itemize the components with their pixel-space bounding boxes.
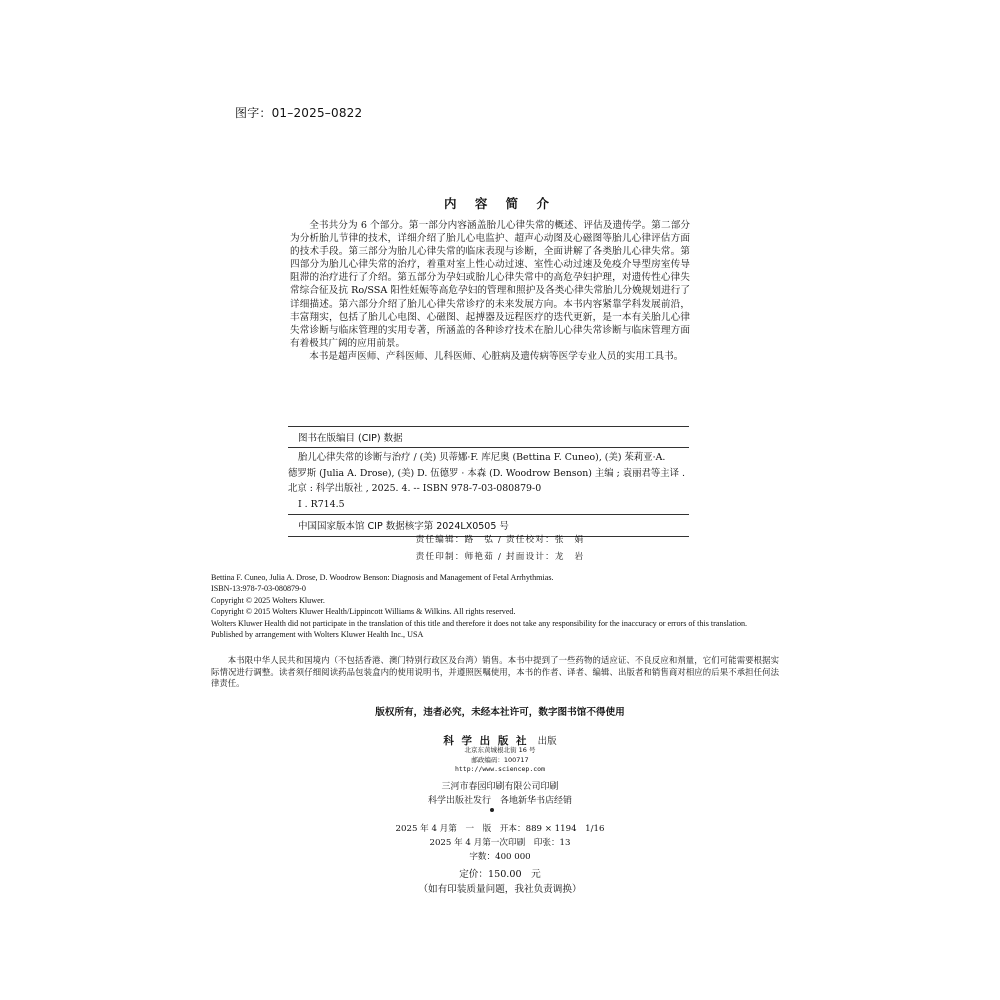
publisher-suffix: 出版 xyxy=(537,736,557,747)
publisher-website: http://www.sciencep.com xyxy=(454,765,545,773)
english-copyright xyxy=(211,572,781,640)
quality-note: （如有印装质量问题，我社负责调换） xyxy=(418,884,582,895)
english-line: Wolters Kluwer Health did not participate in the translation of this title and therefore it does not take any responsibility for the inaccuracy or errors of this translation. xyxy=(211,618,748,628)
registration-number: 图字：01–2025–0822 xyxy=(235,106,363,120)
sales-notice xyxy=(211,655,779,690)
cip-heading: 图书在版编目 (CIP) 数据 xyxy=(288,427,689,448)
cip-line: 德罗斯 (Julia A. Drose), (美) D. 伍德罗 · 本森 (D. Woodrow Benson) 主编 ; 袁丽君等主译 . xyxy=(288,467,685,479)
cip-block xyxy=(288,426,689,537)
printer-line: 三河市春园印刷有限公司印刷 xyxy=(441,782,559,792)
cip-number: 中国国家版本馆 CIP 数据核字第 2024LX0505 号 xyxy=(288,514,689,536)
summary-title: 内 容 简 介 xyxy=(443,196,557,211)
english-line: Bettina F. Cuneo, Julia A. Drose, D. Woodrow Benson: Diagnosis and Management of Fetal Arrhythmias. xyxy=(211,573,554,582)
word-count: 字数：400 000 xyxy=(469,852,531,862)
cip-line: 胎儿心律失常的诊断与治疗 / (美) 贝蒂娜·F. 库尼奥 (Bettina F. Cuneo), (美) 茱莉亚·A. xyxy=(298,452,666,463)
rights-statement: 版权所有，违者必究，未经本社许可，数字图书馆不得使用 xyxy=(375,707,625,718)
summary-paragraph: 本书是超声医师、产科医师、儿科医师、心脏病及遗传病等医学专业人员的实用工具书。 xyxy=(309,350,684,362)
publisher-name: 科 学 出 版 社 xyxy=(443,735,529,747)
summary-paragraph: 全书共分为 6 个部分。第一部分内容涵盖胎儿心律失常的概述、评估及遗传学。第二部分为分析胎儿节律的技术，详细介绍了胎儿心电监护、超声心动图及心磁图等胎儿心律评估方面的技术手段。第三部分为胎儿心律失常的临床表现与诊断，全面讲解了各类胎儿心律失常。第四部分为胎儿心律失常的治疗，着重对室上性心动过速、室性心动过速及免疫介导型房室传导阻滞的治疗进行了介绍。第五部分为孕妇或胎儿心律失常中的高危孕妇护理，对遗传性心律失常综合征及抗 Ro/SSA 阳性妊娠等高危孕妇的管理和照护及各类心律失常胎儿分娩规划进行了详细描述。第六部分介绍了胎儿心律失常诊疗的未来发展方向。本书内容紧靠学科发展前沿，丰富翔实，包括了胎儿心电图、心磁图、起搏器及远程医疗的迭代更新，是一本有关胎儿心律失常诊断与临床管理的实用专著，所涵盖的各种诊疗技术在胎儿心律失常诊断与临床管理方面有着极其广阔的应用前景。 xyxy=(290,220,690,349)
editors-line-1: 责任编辑：路 弘 / 责任校对：张 娟 xyxy=(415,535,585,545)
cip-line: Ⅰ . R714.5 xyxy=(298,498,345,510)
english-line: ISBN-13:978-7-03-080879-0 xyxy=(211,584,306,594)
separator-dot xyxy=(490,808,494,812)
notice-text: 本书限中华人民共和国境内（不包括香港、澳门特别行政区及台湾）销售。本书中提到了一些药物的适应证、不良反应和剂量，它们可能需要根据实际情况进行调整。读者须仔细阅读药品包装盒内的使用说明书，并遵照医嘱使用，本书的作者、译者、编辑、出版者和销售商对相应的后果不承担任何法律责任。 xyxy=(211,655,779,689)
english-line: Copyright © 2015 Wolters Kluwer Health/Lippincott Williams & Wilkins. All rights reserved. xyxy=(211,607,516,617)
cip-line: 北京 : 科学出版社 , 2025. 4. -- ISBN 978-7-03-080879-0 xyxy=(288,483,542,494)
english-line: Copyright © 2025 Wolters Kluwer. xyxy=(211,595,325,605)
edition-line: 2025 年 4 月第 一 版 开本：889 × 1194 1/16 xyxy=(395,824,605,834)
cip-body xyxy=(288,448,689,514)
publisher-postcode: 邮政编码：100717 xyxy=(471,756,529,764)
publisher-address: 北京东黄城根北街 16 号 xyxy=(464,746,536,754)
editors-line-2: 责任印制：师艳茹 / 封面设计：龙 岩 xyxy=(415,552,585,562)
printing-line: 2025 年 4 月第一次印刷 印张：13 xyxy=(429,838,571,848)
english-line: Published by arrangement with Wolters Kluwer Health Inc., USA xyxy=(211,630,424,640)
price-line: 定价：150.00 元 xyxy=(459,869,541,880)
distribution-line: 科学出版社发行 各地新华书店经销 xyxy=(427,796,572,806)
summary-body xyxy=(290,219,690,363)
